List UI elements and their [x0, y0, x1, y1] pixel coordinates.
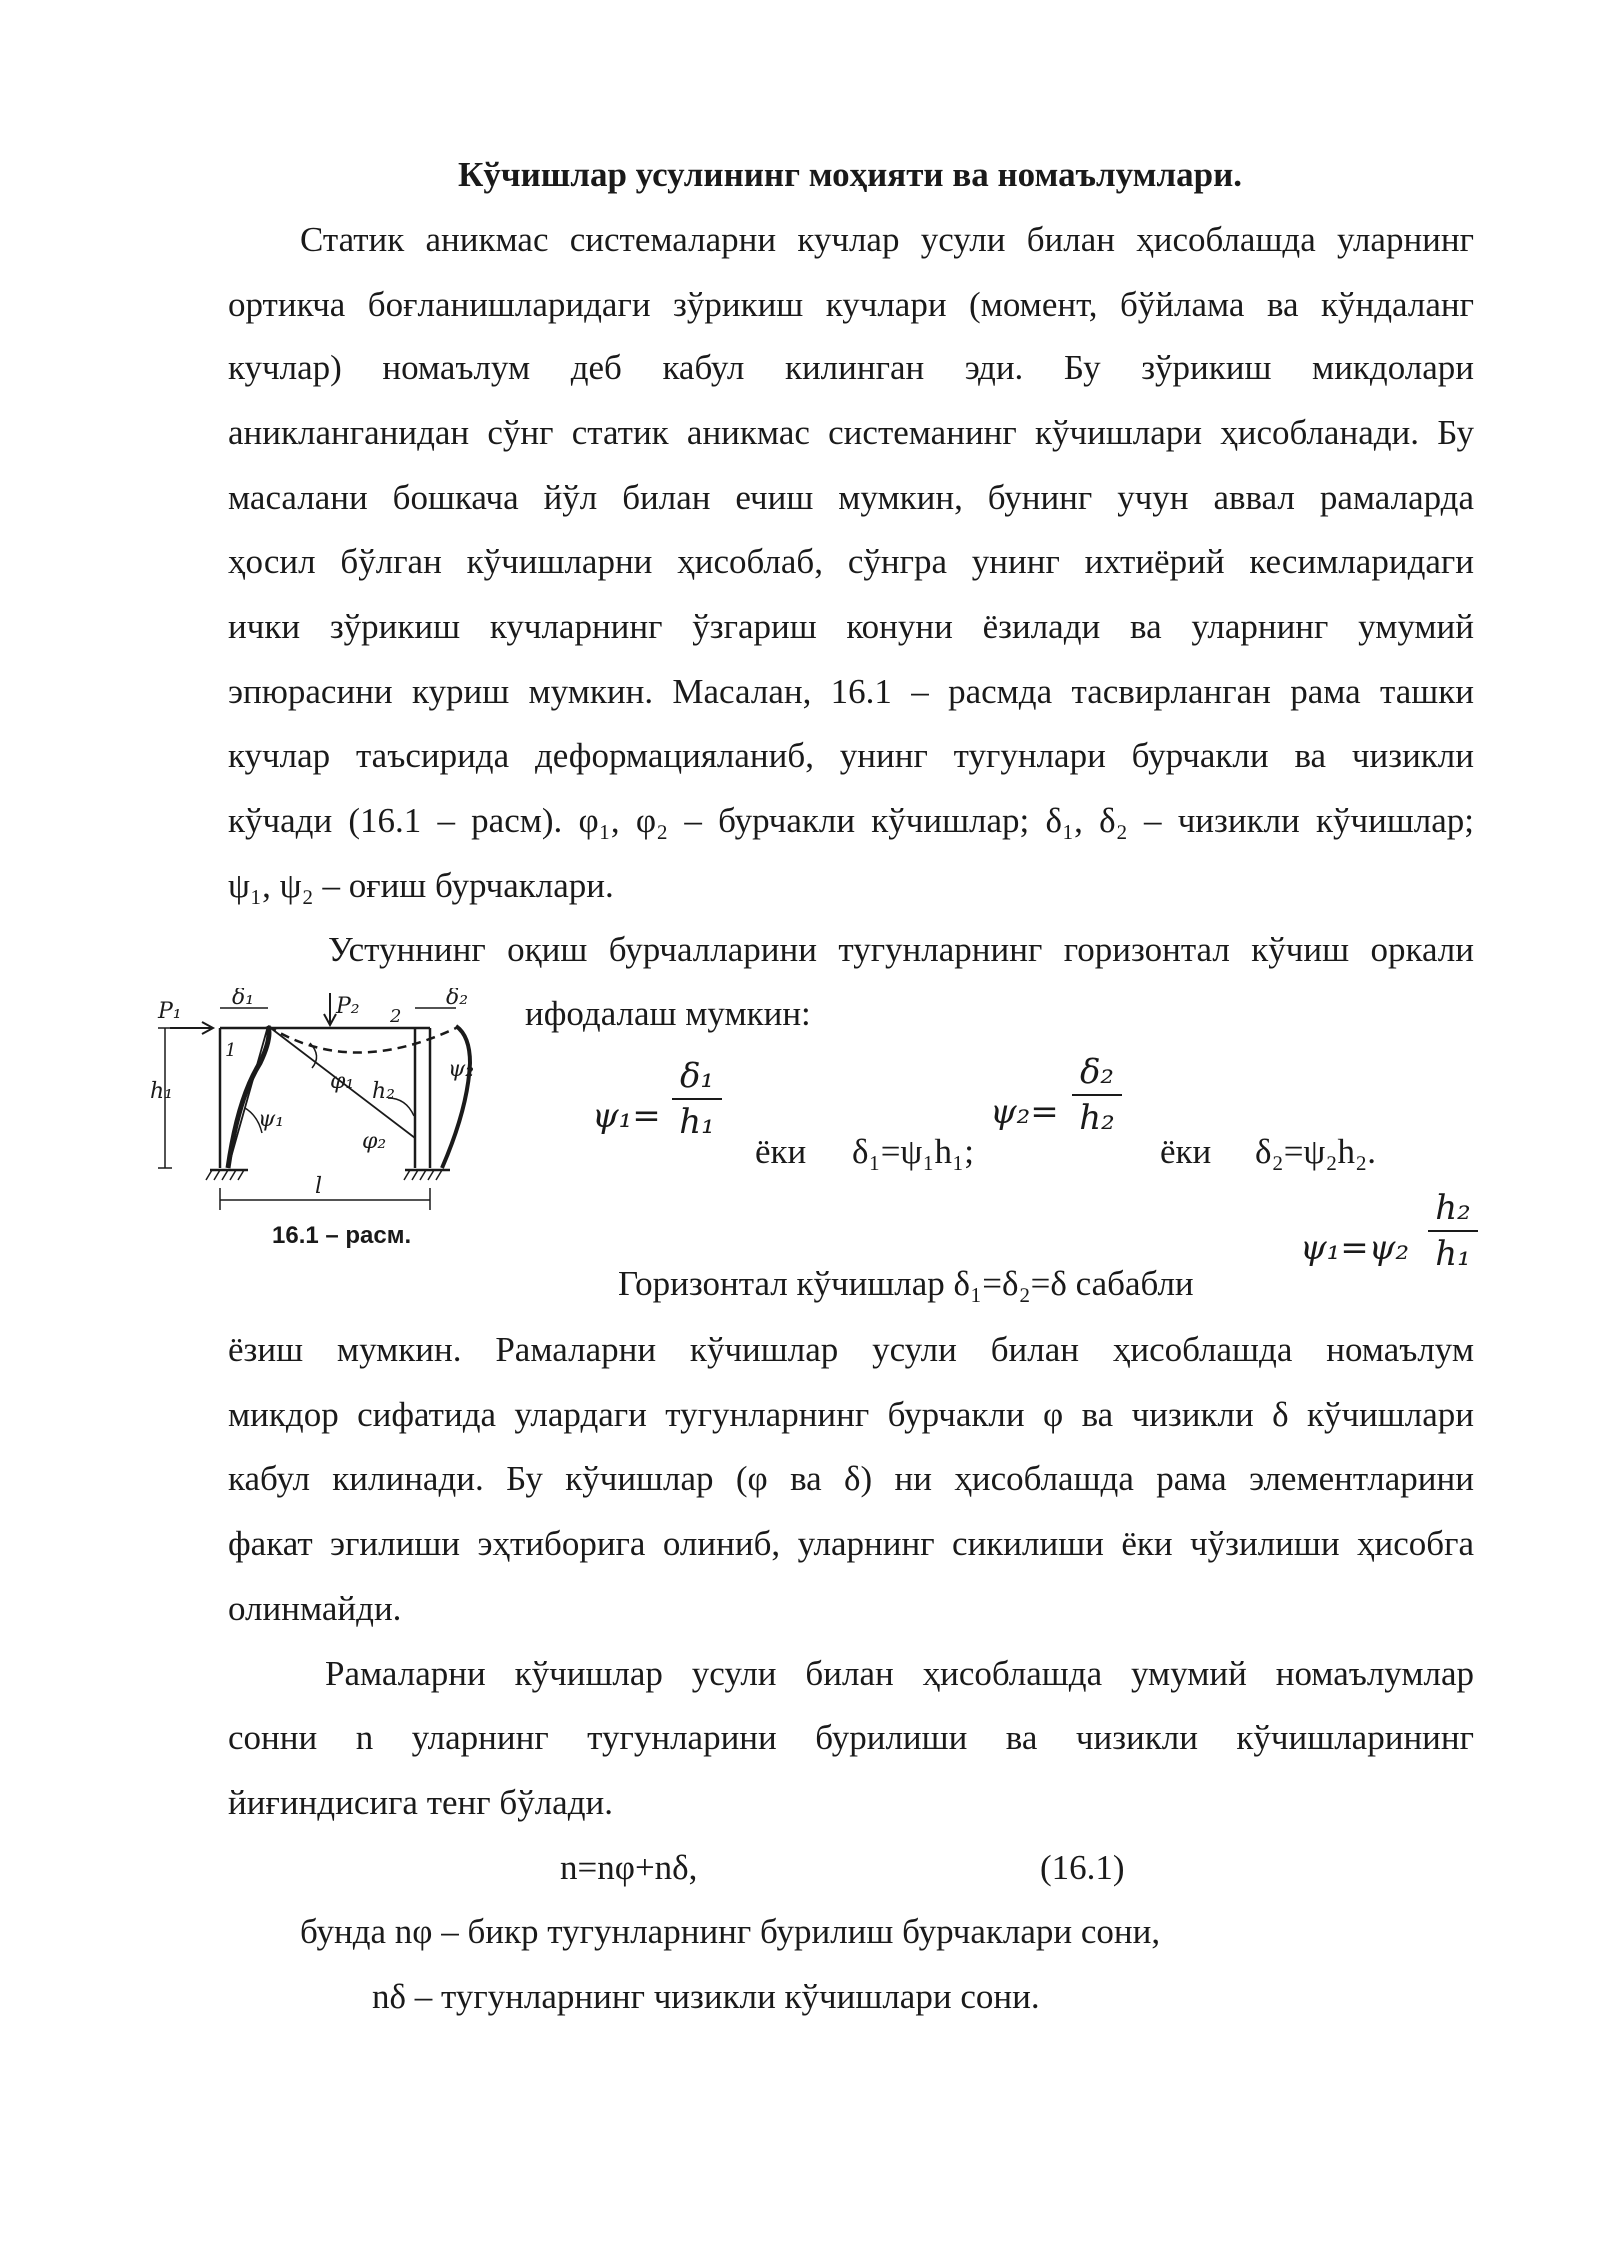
figure-caption: 16.1 – расм. [272, 1222, 412, 1249]
text-line: кучлар таъсирида деформацияланиб, унинг тугунлари бурчакли ва чизикли [228, 736, 1474, 775]
text-line: кўчади (16.1 – расм). φ₁, φ₂ – бурчакли кўчишлар; δ₁, δ₂ – чизикли кўчишлар; [228, 801, 1474, 840]
text-line: аникланганидан сўнг статик аникмас системанинг кўчишлари ҳисобланади. Бу [228, 413, 1474, 452]
frame-figure [150, 988, 515, 1258]
text-line: масалани бошкача йўл билан ечиш мумкин, бунинг учун аввал рамаларда [228, 478, 1474, 517]
eq-ratio-fraction [1428, 1188, 1478, 1274]
text-line: ёзиш мумкин. Рамаларни кўчишлар усули билан ҳисоблашда номаълум [228, 1330, 1474, 1369]
formula-number: (16.1) [1040, 1848, 1125, 1887]
text-line: ψ₁, ψ₂ – оғиш бурчаклари. [228, 866, 614, 905]
eq-psi2-fraction [1072, 1052, 1122, 1138]
section-title: Кўчишлар усулининг моҳияти ва номаълумлари. [457, 155, 1243, 194]
text-line: йиғиндисига тенг бўлади. [228, 1783, 613, 1822]
text-line: Горизонтал кўчишлар δ₁=δ₂=δ сабабли [618, 1264, 1194, 1303]
label-node-2: 2 [390, 1006, 402, 1027]
text-line: сонни n уларнинг тугунларини бурилиши ва чизикли кўчишларининг [228, 1718, 1474, 1757]
label-phi2: φ₂ [362, 1129, 387, 1154]
label-h2: h₂ [372, 1079, 395, 1104]
text-line: ички зўрикиш кучларнинг ўзгариш конуни ёзилади ва уларнинг умумий [228, 607, 1474, 646]
text-line: Статик аникмас системаларни кучлар усули билан ҳисоблашда уларнинг [300, 220, 1474, 259]
eq-psi1-lhs: ψ₁= [592, 1096, 661, 1136]
label-delta1: δ₁ [232, 988, 255, 1010]
text-line: кабул килинади. Бу кўчишлар (φ ва δ) ни ҳисоблашда рама элементларини [228, 1459, 1474, 1498]
text-line: микдор сифатида улардаги тугунларнинг бурчакли φ ва чизикли δ кўчишлари [228, 1395, 1474, 1434]
eq-rel-1: δ₁=ψ₁h₁; [852, 1132, 974, 1171]
eq-rel-2: δ₂=ψ₂h₂. [1255, 1132, 1376, 1171]
label-p2: P₂ [336, 994, 360, 1019]
where-line-2: nδ – тугунларнинг чизикли кўчишлари сони. [372, 1977, 1040, 2016]
where-line-1: бунда nφ – бикр тугунларнинг бурилиш бурчаклари сони, [300, 1912, 1161, 1951]
eq-psi1-den: h₁ [679, 1102, 715, 1142]
text-line: кучлар) номаълум деб кабул килинган эди. Бу зўрикиш микдолари [228, 348, 1474, 387]
eq-psi1-num: δ₁ [679, 1056, 715, 1096]
text-line: ортикча боғланишларидаги зўрикиш кучлари (момент, бўйлама ва кўндаланг [228, 285, 1474, 324]
eq-ratio-den: h₁ [1435, 1234, 1471, 1274]
eq-psi2-lhs: ψ₂= [990, 1092, 1059, 1132]
fraction-bar [1428, 1230, 1478, 1232]
text-line: Рамаларни кўчишлар усули билан ҳисоблашда умумий номаълумлар [325, 1654, 1474, 1693]
eq-psi1-fraction [672, 1056, 722, 1142]
eq-psi2-num: δ₂ [1079, 1052, 1115, 1092]
label-h1: h₁ [150, 1079, 173, 1104]
label-phi1: φ₁ [330, 1069, 355, 1094]
frame-diagram [150, 988, 515, 1258]
fraction-bar [1072, 1094, 1122, 1096]
eq-psi2-den: h₂ [1079, 1098, 1115, 1138]
text-line: факат эгилиши эҳтиборига олиниб, уларнинг сикилиши ёки чўзилиши ҳисобга [228, 1524, 1474, 1563]
label-node-1: 1 [225, 1040, 237, 1061]
text-line: Устуннинг оқиш бурчалларини тугунларнинг горизонтал кўчиш оркали [328, 930, 1474, 969]
eq-ratio-num: h₂ [1435, 1188, 1471, 1228]
formula: n=nφ+nδ, [560, 1848, 698, 1887]
text-line: эпюрасини куриш мумкин. Масалан, 16.1 – расмда тасвирланган рама ташки [228, 672, 1474, 711]
text-line: ифодалаш мумкин: [525, 994, 811, 1033]
text-line: ҳосил бўлган кўчишларни ҳисоблаб, сўнгра унинг ихтиёрий кесимларидаги [228, 542, 1474, 581]
label-l: l [315, 1174, 323, 1199]
label-p1: P₁ [158, 999, 182, 1024]
label-psi2: ψ₂ [448, 1057, 475, 1082]
label-psi1: ψ₁ [258, 1107, 285, 1132]
label-delta2: δ₂ [446, 988, 469, 1010]
text-line: олинмайди. [228, 1589, 402, 1628]
eq-or-2: ёки [1160, 1132, 1212, 1171]
fraction-bar [672, 1098, 722, 1100]
eq-ratio-lhs: ψ₁=ψ₂ [1300, 1228, 1410, 1268]
eq-or-1: ёки [755, 1132, 807, 1171]
